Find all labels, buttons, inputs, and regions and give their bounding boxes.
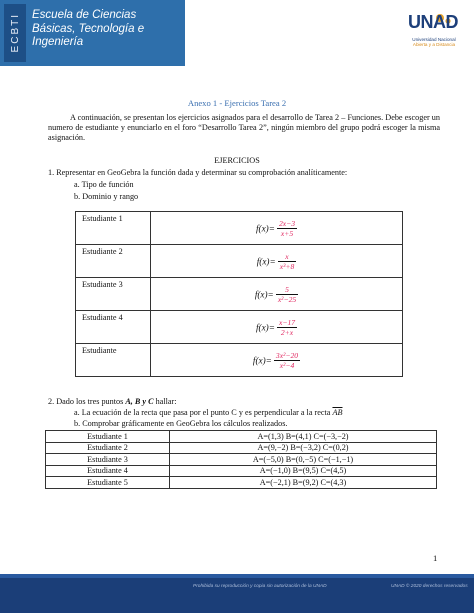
table-row <box>46 431 437 443</box>
points-cell: A=(−2,1) B=(9,2) C=(4,3) <box>170 477 437 489</box>
footer-rights: UNAD © 2020 derechos reservados <box>391 584 468 589</box>
document-title: Anexo 1 - Ejercicios Tarea 2 <box>187 98 287 108</box>
fraction <box>278 252 297 271</box>
table-row <box>46 465 437 477</box>
table-row <box>76 311 403 344</box>
table-row <box>46 454 437 466</box>
function-lhs: f(x)= <box>256 256 276 266</box>
item-2b: b. Comprobar gráficamente en GeoGebra los cálculos realizados. <box>74 419 288 428</box>
denominator: x+5 <box>280 228 294 238</box>
segment-ab: $\overline{AB}$ <box>332 408 343 417</box>
student-cell: Estudiante 4 <box>76 311 151 344</box>
item-2-suffix: hallar: <box>153 397 177 406</box>
denominator: x³+8 <box>279 261 295 271</box>
school-line: Básicas, Tecnología e <box>32 22 145 35</box>
intro-text: A continuación, se presentan los ejercicios asignados para el desarrollo de Tarea 2 – Funciones. Debe escoger un numero de estudiante y enunciarlo en el foro “Desarrollo Tarea 2”, ningún miembro del grupo podrá escoger la misma asignación. <box>48 113 440 143</box>
school-line: Ingeniería <box>32 36 84 48</box>
function-cell <box>151 212 403 245</box>
logo-text: UNAD <box>408 12 458 32</box>
student-cell: Estudiante 1 <box>46 431 170 443</box>
item-2 <box>48 397 177 406</box>
table-row <box>46 477 437 489</box>
fraction <box>276 285 298 304</box>
table-row <box>76 245 403 278</box>
student-cell: Estudiante 5 <box>46 477 170 489</box>
numerator: 3x²−20 <box>275 350 299 360</box>
functions-table <box>75 211 403 377</box>
function-cell <box>151 245 403 278</box>
footer-band <box>0 574 474 613</box>
student-cell: Estudiante <box>76 344 151 377</box>
denominator: 2+x <box>280 327 294 337</box>
fraction <box>277 219 297 238</box>
function-cell <box>151 344 403 377</box>
item-1b: b. Dominio y rango <box>74 192 139 201</box>
table-row <box>76 344 403 377</box>
page-number: 1 <box>433 553 438 563</box>
table-row <box>46 442 437 454</box>
table-row <box>76 278 403 311</box>
numerator: 2x−3 <box>278 218 296 228</box>
section-title: EJERCICIOS <box>214 156 260 165</box>
student-cell: Estudiante 2 <box>46 442 170 454</box>
footer-strip <box>0 574 474 578</box>
fraction <box>277 318 297 337</box>
points-cell: A=(1,3) B=(4,1) C=(−3,−2) <box>170 431 437 443</box>
item-2-points: A, B y C <box>125 397 154 406</box>
numerator: 5 <box>276 285 298 295</box>
school-line: Escuela de Ciencias <box>32 9 137 21</box>
student-cell: Estudiante 2 <box>76 245 151 278</box>
student-cell: Estudiante 1 <box>76 212 151 245</box>
points-cell: A=(9,−2) B=(−3,2) C=(0,2) <box>170 442 437 454</box>
footer-copyright-notice: Prohibida su reproducción y copia sin autorización de la UNAD <box>193 584 327 589</box>
points-table <box>45 430 437 489</box>
intro-paragraph <box>48 113 440 144</box>
vertical-label-box <box>4 4 26 62</box>
function-cell <box>151 278 403 311</box>
item-2a <box>74 408 342 417</box>
logo-subtitle <box>404 37 464 48</box>
item-1a: a. Tipo de función <box>74 180 134 189</box>
numerator: x−17 <box>278 317 296 327</box>
student-cell: Estudiante 3 <box>76 278 151 311</box>
function-lhs: f(x)= <box>252 355 272 365</box>
function-cell <box>151 311 403 344</box>
function-lhs: f(x)= <box>255 223 275 233</box>
points-cell: A=(−5,0) B=(0,−5) C=(−1,−1) <box>170 454 437 466</box>
points-cell: A=(−1,0) B=(9,5) C=(4,5) <box>170 465 437 477</box>
logo-line: Abierta y a Distancia <box>412 42 456 48</box>
school-name <box>32 9 144 50</box>
denominator: x²−4 <box>279 360 295 370</box>
item-2a-text: a. La ecuación de la recta que pasa por el punto C y es perpendicular a la recta <box>74 408 333 417</box>
denominator: x²−25 <box>277 294 297 304</box>
logo-line: Universidad Nacional <box>412 37 456 42</box>
function-lhs: f(x)= <box>254 289 274 299</box>
table-row <box>76 212 403 245</box>
item-2-prefix: 2. Dado los tres puntos <box>48 397 126 406</box>
item-1: 1. Representar en GeoGebra la función dada y determinar su comprobación analíticamente: <box>48 168 348 177</box>
student-cell: Estudiante 3 <box>46 454 170 466</box>
function-lhs: f(x)= <box>255 322 275 332</box>
student-cell: Estudiante 4 <box>46 465 170 477</box>
fraction <box>274 351 300 370</box>
vertical-label: ECBTI <box>9 13 21 53</box>
numerator: x <box>278 252 297 262</box>
